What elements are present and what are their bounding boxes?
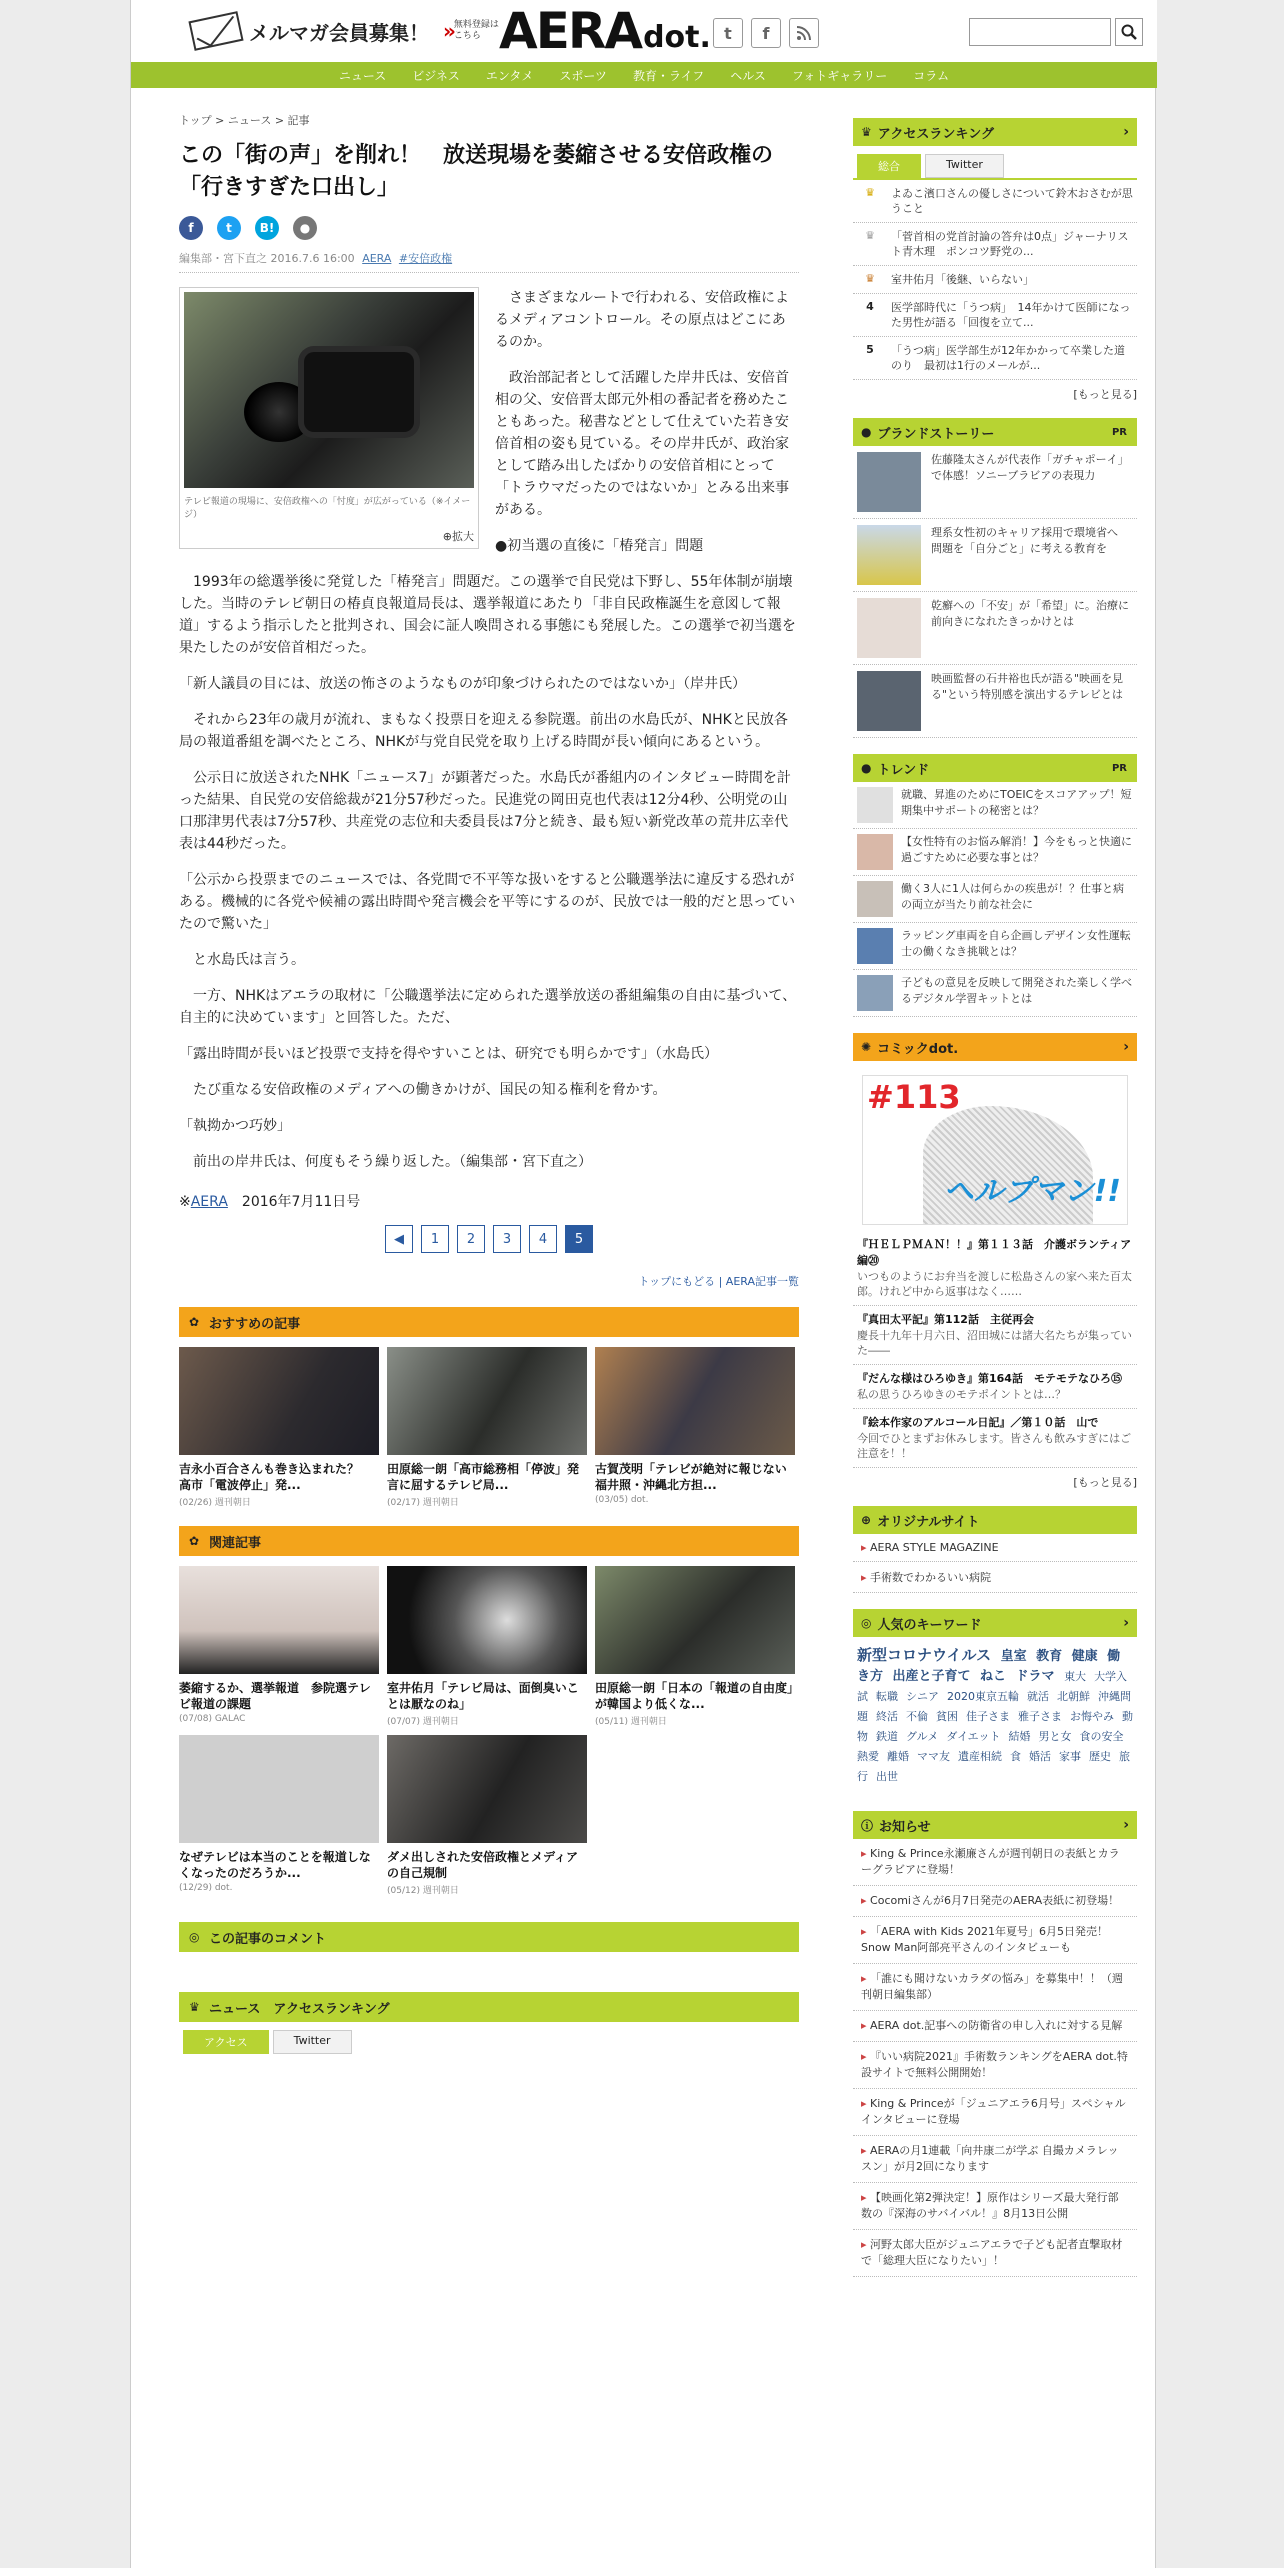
keyword-link[interactable]: ダイエット (946, 1730, 1001, 1743)
related-thumbnail[interactable] (387, 1566, 587, 1674)
original-site-title: オリジナルサイト (877, 1514, 980, 1530)
brand-thumbnail[interactable] (857, 525, 921, 585)
trend-header (853, 754, 1137, 782)
trend-item[interactable] (853, 923, 1137, 970)
card-meta: (07/08) GALAC (179, 1714, 246, 1724)
bronze-crown-icon: ♛ (865, 272, 875, 285)
related-title: 関連記事 (209, 1535, 262, 1551)
keyword-link[interactable]: 婚活 (1029, 1750, 1051, 1763)
mailmag-text: メルマガ会員募集！ (249, 20, 429, 45)
comment-bubble-icon: ◎ (189, 1930, 200, 1944)
comment-icon[interactable]: ● (293, 216, 317, 240)
access-ranking-header[interactable] (853, 118, 1137, 146)
article-paragraph: 「露出時間が長いほど投票で支持を得やすいことは、研究でも明らかです」（水島氏） (179, 1046, 718, 1062)
comic-list (853, 1231, 1137, 1468)
card-meta: (05/12) 週刊朝日 (387, 1886, 459, 1896)
search-icon (1121, 24, 1137, 40)
article-title: この「街の声」を削れ！ 放送現場を萎縮させる安倍政権の「行きすぎた口出し」 (179, 143, 774, 200)
keyword-link[interactable]: 皇室 (1000, 1649, 1027, 1664)
photo-caption: テレビ報道の現場に、安倍政権への「忖度」が広がっている（※イメージ） (184, 497, 471, 520)
search-button[interactable] (1115, 18, 1143, 46)
keyword-link[interactable]: 就活 (1027, 1690, 1049, 1703)
notice-header[interactable] (853, 1811, 1137, 1839)
article-paragraph: 公示日に放送されたNHK「ニュース7」が顕著だった。水島氏が番組内のインタビュー時間を計った結果、自民党の安倍総裁が21分57秒だった。民進党の岡田克也代表は12分4秒、公明党の山口那津男代表は7分57秒、共産党の志位和夫委員長は7分と続き、最も短い新党改革の荒井広幸代表は44秒だった。 (179, 770, 791, 852)
logo-sub: dot. (643, 20, 711, 55)
related-thumbnail[interactable] (595, 1566, 795, 1674)
keyword-link[interactable]: 男と女 (1038, 1730, 1072, 1743)
camera-body-shape (304, 352, 414, 432)
pr-label: PR (1111, 762, 1127, 774)
keywords-header[interactable] (853, 1609, 1137, 1637)
pr-label: PR (1111, 426, 1127, 438)
related-card[interactable] (387, 1735, 587, 1896)
ranking-item[interactable] (853, 337, 1137, 380)
trend-thumbnail[interactable] (857, 834, 893, 870)
keyword-link[interactable]: 働き方 (857, 1649, 1121, 1684)
crown-icon: ♛ (861, 125, 872, 139)
trend-title: トレンド (877, 762, 930, 778)
trend-text[interactable]: 【女性特有のお悩み解消！】今をもっと快適に過ごすために必要な事とは？ (901, 835, 1132, 864)
keyword-link[interactable]: 離婚 (887, 1750, 909, 1763)
rank-number: 5 (866, 343, 874, 356)
keyword-link[interactable]: シニア (906, 1690, 939, 1703)
brand-thumbnail[interactable] (857, 598, 921, 658)
article-paragraph: それから23年の歳月が流れ、まもなく投票日を迎える参院選。前出の水島氏が、NHKと民放各局の報道番組を調べたところ、NHKが与党自民党を取り上げる時間が長い傾向にあるという。 (179, 712, 788, 750)
ranking-item[interactable] (853, 223, 1137, 266)
access-ranking-title: アクセスランキング (877, 126, 994, 142)
keyword-link[interactable]: 出産と子育て (892, 1669, 971, 1684)
page-1-button[interactable]: 1 (421, 1225, 449, 1253)
related-thumbnail[interactable] (179, 1566, 379, 1674)
keywords-title: 人気のキーワード (877, 1617, 982, 1633)
comments-title: この記事のコメント (209, 1931, 327, 1947)
notice-item[interactable]: ▸ 「AERA with Kids 2021年夏号」6月5日発売！Snow Man阿部亮平さんのインタビューも (853, 1917, 1137, 1964)
notice-item[interactable]: ▸ AERAの月1連載「向井康二が学ぶ 自撮カメラレッスン」が月2回になります (853, 2136, 1137, 2183)
nav-item-health[interactable]: ヘルス (730, 68, 766, 83)
notice-item[interactable]: ▸ Cocomiさんが6月7日発売のAERA表紙に初登場！ (853, 1886, 1137, 1917)
card-title[interactable]: ダメ出しされた安倍政権とメディアの自己規制 (387, 1850, 579, 1880)
ranking-text[interactable]: 「菅首相の党首討論の答弁は0点」ジャーナリスト青木理 ポンコツ野党の... (891, 230, 1129, 258)
ranking-item[interactable] (853, 180, 1137, 223)
brand-story-text[interactable]: 佐藤隆太さんが代表作「ガチャポーイ」で体感！ソニーブラビアの表現力 (931, 453, 1129, 482)
comic-item[interactable] (853, 1306, 1137, 1365)
keyword-link[interactable]: 鉄道 (876, 1730, 898, 1743)
notice-list (853, 1839, 1137, 2277)
comic-item-title[interactable]: 『絵本作家のアルコール日記』／第１０話 山で (857, 1416, 1099, 1429)
keyword-link[interactable]: 大学入試 (857, 1670, 1128, 1703)
page-3-button[interactable]: 3 (493, 1225, 521, 1253)
news-ranking-title: ニュース アクセスランキング (209, 2001, 390, 2017)
trend-thumbnail[interactable] (857, 881, 893, 917)
card-title[interactable]: 田原総一朗「日本の「報道の自由度」が韓国より低くな... (595, 1681, 794, 1711)
keyword-link[interactable]: 健康 (1071, 1649, 1098, 1664)
comments-header (179, 1922, 799, 1952)
ranking-text[interactable]: 医学部時代に「うつ病」 14年かけて医師になった男性が語る「回復を立て... (891, 301, 1131, 329)
info-icon: ⓘ (861, 1818, 874, 1833)
brand-story-item[interactable] (853, 665, 1137, 738)
recommended-list (179, 1347, 799, 1508)
keyword-link[interactable]: 佳子さま (966, 1710, 1010, 1723)
article-paragraph: たび重なる安倍政権のメディアへの働きかけが、国民の知る権利を脅かす。 (179, 1082, 667, 1098)
recommended-thumbnail[interactable] (179, 1347, 379, 1455)
trend-thumbnail[interactable] (857, 975, 893, 1011)
comic-item-desc: 慶長十九年十月六日、沼田城には諸大名たちが集っていた―― (857, 1329, 1132, 1357)
ranking-text[interactable]: よゐこ濱口さんの優しさについて鈴木おさむが思うこと (891, 187, 1133, 215)
related-card[interactable] (595, 1566, 795, 1727)
keyword-link[interactable]: 終活 (876, 1710, 898, 1723)
page (130, 0, 1156, 2568)
trend-item[interactable] (853, 782, 1137, 829)
gold-crown-icon: ♛ (865, 186, 875, 199)
article-photo-box[interactable] (179, 287, 479, 549)
page-4-button[interactable]: 4 (529, 1225, 557, 1253)
twitter-icon[interactable]: t (713, 18, 743, 48)
comic-item[interactable] (853, 1231, 1137, 1306)
site-logo[interactable] (499, 4, 711, 58)
brand-story-text[interactable]: 映画監督の石井裕也氏が語る"映画を見る"という特別感を演出するテレビとは (931, 672, 1124, 701)
main-nav (131, 62, 1157, 88)
globe-icon: ⊕ (861, 1513, 872, 1527)
nav-item-education-life[interactable]: 教育・ライフ (632, 68, 705, 83)
keyword-link[interactable]: 不倫 (906, 1710, 928, 1723)
facebook-share-icon[interactable]: f (179, 216, 203, 240)
comic-item[interactable] (853, 1409, 1137, 1468)
person-icon: ● (861, 761, 872, 775)
target-icon: ◎ (861, 1616, 872, 1630)
page-5-button[interactable]: 5 (565, 1225, 593, 1253)
keyword-link[interactable]: 家事 (1059, 1750, 1081, 1763)
brand-thumbnail[interactable] (857, 452, 921, 512)
comic-item-title[interactable]: 『だんな様はひろゆき』第164話 モテモテなひろ⑮ (857, 1372, 1122, 1385)
keyword-link[interactable]: 沖縄問題 (857, 1690, 1131, 1723)
keyword-link[interactable]: 北朝鮮 (1057, 1690, 1090, 1703)
keyword-link[interactable]: 出世 (876, 1770, 898, 1783)
brand-story-text[interactable]: 理系女性初のキャリア採用で環境省へ 問題を「自分ごと」に考える教育を (931, 526, 1129, 555)
free-registration[interactable] (443, 19, 504, 43)
notice-item[interactable]: ▸ King & Prince永瀬廉さんが週刊朝日の表紙とカラーグラビアに登場！ (853, 1839, 1137, 1886)
byline-author-date: 編集部・宮下直之 2016.7.6 16:00 (179, 252, 355, 265)
card-meta: (03/05) dot. (595, 1495, 649, 1505)
trend-thumbnail[interactable] (857, 928, 893, 964)
source-prefix: ※ (179, 1194, 191, 1210)
article-paragraph: 政治部記者として活躍した岸井氏は、安倍首相の父、安倍晋太郎元外相の番記者を務めたこともあった。秘書などとして仕えていた若き安倍首相の姿も見ている。その岸井氏が、政治家として踏み出したばかりの安倍首相にとって「トラウマだったのではないか」とみる出来事がある。 (495, 370, 789, 518)
original-site-link[interactable]: ▸ AERA STYLE MAGAZINE (853, 1534, 1137, 1562)
keyword-link[interactable]: 食 (1010, 1750, 1021, 1763)
nav-item-news[interactable]: ニュース (338, 68, 387, 83)
keyword-link[interactable]: 歴史 (1089, 1750, 1111, 1763)
access-ranking-tabs (853, 154, 1137, 178)
brand-story-list (853, 446, 1137, 738)
article-source (179, 1191, 799, 1211)
comic-title: コミックdot. (877, 1041, 959, 1057)
mail-icon (188, 11, 243, 51)
main-column (179, 112, 799, 2054)
keyword-link[interactable]: 結婚 (1008, 1730, 1031, 1743)
article-subheading: ●初当選の直後に「椿発言」問題 (495, 538, 704, 554)
chevron-right-icon: › (1123, 1615, 1129, 1631)
rank-number: 4 (866, 300, 874, 313)
related-thumbnail[interactable] (179, 1735, 379, 1843)
comic-item-desc: 今回でひとまずお休みします。皆さんも飲みすぎにはご注意を！！ (857, 1432, 1132, 1460)
trend-text[interactable]: ラッピング車両を自ら企画しデザイン女性運転士の働くなき挑戦とは？ (901, 929, 1131, 958)
zoom-button[interactable] (184, 528, 474, 544)
trend-text[interactable]: 就職、昇進のためにTOEICをスコアアップ！短期集中サポートの秘密とは？ (901, 788, 1132, 817)
article-paragraph: 1993年の総選挙後に発覚した「椿発言」問題だ。この選挙で自民党は下野し、55年体制が崩壊した。当時のテレビ朝日の椿貞良報道局長は、選挙報道にあたり「非自民政権誕生を意図して報道」するよう指示したと批判され、国会に証人喚問される事態にも発展した。この選挙で初当選を果たしたのが安倍首相だった。 (179, 574, 796, 656)
rss-icon[interactable] (789, 18, 819, 48)
brand-story-text[interactable]: 乾癬への「不安」が「希望」に。治療に前向きになれたきっかけとは (931, 599, 1129, 628)
news-ranking-tabs (179, 2030, 799, 2054)
trend-item[interactable] (853, 829, 1137, 876)
free-registration-text: 無料登録はこちら (453, 20, 499, 41)
notice-item[interactable]: ▸ 河野太郎大臣がジュニアエラで子ども記者直撃取材で「総理大臣になりたい」！ (853, 2230, 1137, 2277)
person-icon: ● (861, 425, 872, 439)
notice-item[interactable]: ▸ AERA dot.記事への防衛省の申し入れに対する見解 (853, 2011, 1137, 2042)
card-meta: (05/11) 週刊朝日 (595, 1717, 667, 1727)
hatena-bookmark-icon[interactable]: B! (255, 216, 279, 240)
recommended-title: おすすめの記事 (209, 1316, 301, 1332)
article-photo[interactable] (184, 292, 474, 488)
card-title[interactable]: なぜテレビは本当のことを報道しなくなったのだろうか... (179, 1850, 371, 1880)
card-title[interactable]: 室井佑月「テレビ局は、面倒臭いことは厭なのね」 (387, 1681, 579, 1711)
header-social-links (713, 18, 819, 48)
byline-source-link[interactable]: AERA (362, 252, 392, 265)
related-card[interactable] (179, 1735, 379, 1896)
chevron-right-icon: › (1123, 1039, 1129, 1055)
chevron-right-icon: › (1123, 124, 1129, 140)
brand-thumbnail[interactable] (857, 671, 921, 731)
comic-header[interactable] (853, 1033, 1137, 1061)
byline-tag-link[interactable]: #安倍政権 (398, 252, 453, 265)
keyword-link[interactable]: ねこ (980, 1669, 1007, 1684)
ranking-text[interactable]: 室井佑月「後継、いらない」 (891, 273, 1034, 286)
pagination (179, 1225, 799, 1253)
article-paragraph: 前出の岸井氏は、何度もそう繰り返した。（編集部・宮下直之） (179, 1154, 592, 1170)
access-ranking-list (853, 178, 1137, 380)
trend-text[interactable]: 子どもの意見を反映して開発された楽しく学べるデジタル学習キットとは (901, 976, 1132, 1005)
card-meta: (02/17) 週刊朝日 (387, 1498, 459, 1508)
site-header (131, 0, 1157, 62)
byline (179, 250, 799, 266)
brand-story-title: ブランドストーリー (877, 426, 995, 442)
prev-page-button[interactable]: ◀ (385, 1225, 413, 1253)
comic-item-title[interactable]: 『真田太平記』第112話 主従再会 (857, 1313, 1034, 1326)
original-site-list (853, 1534, 1137, 1593)
sun-icon: ✺ (861, 1040, 872, 1054)
keyword-small-list (857, 1670, 1133, 1783)
notice-item[interactable]: ▸ 【映画化第2弾決定！】原作はシリーズ最大発行部数の『深海のサバイバル！』8月13日公開 (853, 2183, 1137, 2230)
keyword-link[interactable]: 雅子さま (1018, 1710, 1062, 1723)
card-title[interactable]: 萎縮するか、選挙報道 参院選テレビ報道の課題 (179, 1681, 371, 1711)
keyword-cloud (853, 1637, 1137, 1795)
comic-item-desc: 私の思うひろゆきのモテポイントとは…？ (857, 1388, 1066, 1401)
comic-item-title[interactable]: 『ＨＥＬＰＭＡＮ！！』第１１３話 介護ボランティア編⑳ (857, 1238, 1132, 1267)
article-paragraph: 「公示から投票までのニュースでは、各党間で不平等な扱いをすると公職選挙法に違反する恐れがある。機械的に各党や候補の露出時間や発言機会を平等にするのが、民放では一般的だと思っていたので驚いた」 (179, 872, 795, 932)
nav-item-column[interactable]: コラム (913, 68, 950, 83)
tab-twitter[interactable]: Twitter (925, 154, 1004, 178)
nav-item-photo-gallery[interactable]: フォトギャラリー (791, 68, 888, 83)
original-site-link[interactable]: ▸ 手術数でわかるいい病院 (853, 1562, 1137, 1593)
keyword-link[interactable]: 旅行 (857, 1750, 1130, 1783)
ranking-item[interactable] (853, 294, 1137, 337)
recommended-header (179, 1307, 799, 1337)
comic-banner-image[interactable] (862, 1075, 1128, 1225)
keyword-link[interactable]: お悔やみ (1070, 1710, 1114, 1723)
search-input[interactable] (969, 18, 1111, 46)
keyword-link[interactable]: 転職 (876, 1690, 898, 1703)
logo-main: AERA (499, 2, 642, 60)
article-paragraph: さまざまなルートで行われる、安倍政権によるメディアコントロール。その原点はどこにあるのか。 (495, 290, 789, 350)
keyword-link[interactable]: 動物 (857, 1710, 1133, 1743)
keyword-link[interactable]: 新型コロナウイルス (857, 1646, 992, 1664)
top-links[interactable]: トップにもどる | AERA記事一覧 (638, 1275, 799, 1288)
recommended-thumbnail[interactable] (387, 1347, 587, 1455)
trend-list (853, 782, 1137, 1017)
tab-overall[interactable]: 総合 (857, 154, 921, 178)
trend-item[interactable] (853, 970, 1137, 1017)
related-card[interactable] (387, 1566, 587, 1727)
card-meta: (12/29) dot. (179, 1883, 233, 1893)
related-thumbnail[interactable] (387, 1735, 587, 1843)
double-arrow-icon: » (443, 19, 450, 43)
zoom-icon: ⊕ (442, 530, 452, 543)
tab-access[interactable]: アクセス (183, 2030, 269, 2054)
brand-story-header (853, 418, 1137, 446)
facebook-icon[interactable]: f (751, 18, 781, 48)
notice-item[interactable]: ▸ King & Princeが「ジュニアエラ6月号」スペシャルインタビューに登場 (853, 2089, 1137, 2136)
brand-story-item[interactable] (853, 519, 1137, 592)
recommend-icon: ✿ (189, 1315, 200, 1329)
keyword-link[interactable]: 貧困 (936, 1710, 958, 1723)
share-buttons (179, 216, 799, 240)
comic-more-link[interactable]: [もっと見る] (1073, 1476, 1137, 1489)
nav-item-sports[interactable]: スポーツ (559, 68, 607, 83)
article-paragraph: と水島氏は言う。 (179, 952, 305, 968)
comic-logo: ヘルプマン!! (943, 1174, 1121, 1209)
keyword-link[interactable]: 熱愛 (857, 1750, 879, 1763)
trend-thumbnail[interactable] (857, 787, 893, 823)
notice-title: お知らせ (879, 1819, 931, 1835)
recommended-card[interactable] (179, 1347, 379, 1508)
recommended-card[interactable] (595, 1347, 795, 1508)
nav-item-entertainment[interactable]: エンタメ (485, 68, 534, 83)
article-paragraph: 一方、NHKはアエラの取材に「公職選挙法に定められた選挙放送の番組編集の自由に基づいて、自主的に決めています」と回答した。ただ、 (179, 988, 797, 1026)
breadcrumb[interactable]: トップ > ニュース > 記事 (179, 114, 310, 127)
page-2-button[interactable]: 2 (457, 1225, 485, 1253)
keyword-link[interactable]: 教育 (1036, 1649, 1063, 1664)
related-icon: ✿ (189, 1534, 200, 1548)
brand-story-item[interactable] (853, 592, 1137, 665)
keyword-link[interactable]: 食の安全 (1079, 1730, 1124, 1743)
keyword-link[interactable]: 東大 (1064, 1670, 1087, 1683)
source-date: 2016年7月11日号 (241, 1194, 361, 1210)
keyword-link[interactable]: グルメ (906, 1730, 939, 1743)
mailmag-banner[interactable] (191, 16, 504, 46)
related-card[interactable] (179, 1566, 379, 1727)
ranking-more-link[interactable]: [もっと見る] (1073, 388, 1137, 401)
zoom-label: 拡大 (452, 530, 474, 543)
tab-twitter[interactable]: Twitter (273, 2030, 352, 2054)
trend-text[interactable]: 働く3人に1人は何らかの疾患が！？仕事と病の両立が当たり前な社会に (901, 882, 1124, 911)
notice-item[interactable]: ▸ 『いい病院2021』手術数ランキングをAERA dot.特設サイトで無料公開開始！ (853, 2042, 1137, 2089)
news-ranking-header (179, 1992, 799, 2022)
card-title[interactable]: 吉永小百合さんも巻き込まれた？ 高市「電波停止」発... (179, 1462, 372, 1492)
crown-icon: ♛ (189, 2000, 200, 2014)
comic-item-desc: いつものようにお弁当を渡しに松島さんの家へ来た百太郎。けれど中から返事はなく…… (857, 1270, 1132, 1298)
card-title[interactable]: 田原総一朗「高市総務相「停波」発言に屈するテレビ局... (387, 1462, 580, 1492)
keyword-link[interactable]: ママ友 (917, 1750, 950, 1763)
side-column (853, 118, 1137, 2277)
article-paragraph: 「執拗かつ巧妙」 (179, 1118, 291, 1134)
related-list (179, 1566, 799, 1896)
article-paragraph: 「新人議員の目には、放送の怖さのようなものが印象づけられたのではないか」（岸井氏） (179, 676, 746, 692)
notice-item[interactable]: ▸ 「誰にも聞けないカラダの悩み」を募集中！！（週刊朝日編集部） (853, 1964, 1137, 2011)
card-meta: (07/07) 週刊朝日 (387, 1717, 459, 1727)
trend-item[interactable] (853, 876, 1137, 923)
chevron-right-icon: › (1123, 1817, 1129, 1833)
source-link[interactable]: AERA (190, 1194, 228, 1210)
original-site-header (853, 1506, 1137, 1534)
recommended-thumbnail[interactable] (595, 1347, 795, 1455)
comic-item[interactable] (853, 1365, 1137, 1409)
card-meta: (02/26) 週刊朝日 (179, 1498, 251, 1508)
silver-crown-icon: ♛ (865, 229, 875, 242)
brand-story-item[interactable] (853, 446, 1137, 519)
keyword-link[interactable]: 遺産相続 (958, 1750, 1002, 1763)
recommended-card[interactable] (387, 1347, 587, 1508)
twitter-share-icon[interactable]: t (217, 216, 241, 240)
comic-episode-number: #113 (867, 1078, 961, 1116)
ranking-text[interactable]: 「うつ病」医学部生が12年かかって卒業した道のり 最初は1行のメールが... (891, 344, 1125, 372)
related-header (179, 1526, 799, 1556)
card-title[interactable]: 古賀茂明「テレビが絶対に報じない福井照・沖縄北方担... (595, 1462, 787, 1492)
keyword-link[interactable]: ドラマ (1015, 1669, 1055, 1684)
nav-item-business[interactable]: ビジネス (412, 68, 460, 83)
ranking-item[interactable] (853, 266, 1137, 294)
keyword-link[interactable]: 2020東京五輪 (947, 1690, 1019, 1703)
